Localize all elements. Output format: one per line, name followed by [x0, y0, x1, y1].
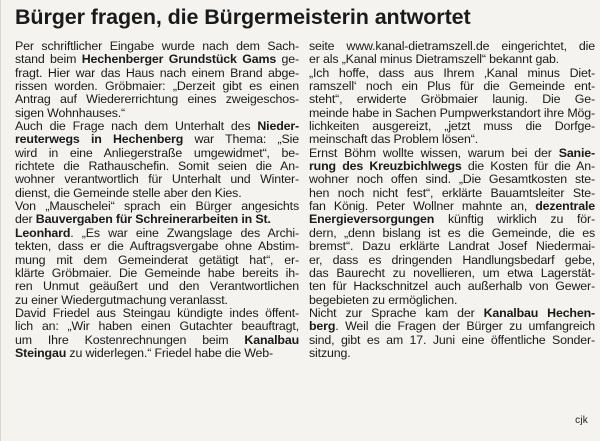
article-line [15, 160, 299, 173]
text-segment: ramszell‘ noch ein Plus für die Gemeinde ent- [309, 79, 595, 94]
article-line [309, 267, 595, 280]
text-segment: fragt. Hier war das Haus nach einem Brand abge- [15, 65, 299, 80]
bold-keyword: Energieversorgungen [309, 212, 435, 227]
article-line [15, 40, 299, 53]
article-line [15, 213, 299, 226]
text-segment: David Friedel aus Steingau kündigte indes öffent- [15, 305, 299, 320]
article-line [309, 200, 595, 213]
article-line [309, 227, 595, 240]
bold-keyword: Hechenberger Grundstück Gams [81, 52, 277, 67]
article-line [15, 320, 299, 333]
article-line [309, 294, 595, 307]
article-line [309, 254, 595, 267]
article-line [309, 213, 595, 226]
text-segment: die Kosten für die An- [461, 159, 595, 174]
bold-keyword: Leonhard [15, 225, 71, 240]
text-segment: Nicht zur Sprache kam der [309, 305, 484, 320]
article-line [309, 147, 595, 160]
text-segment: . „Es war eine Zwangslage des Archi- [70, 225, 299, 240]
article-line [309, 67, 595, 80]
article-line [15, 200, 299, 213]
article-line [15, 267, 299, 280]
bold-keyword: Nieder- [257, 119, 299, 134]
article-column-left [15, 40, 299, 360]
text-segment: war Thema: „Sie [183, 132, 299, 147]
text-segment: seite www.kanal-dietramszell.de eingerichtet, die [309, 39, 595, 53]
article-line [309, 280, 595, 293]
text-segment: klärte Gröbmaier. Die Gemeinde habe bereits ih- [15, 265, 299, 280]
text-segment: dern, „denn bislang ist es die Gemeinde, die es [309, 225, 595, 240]
article-line [309, 307, 595, 320]
article-line [309, 187, 595, 200]
article-line [309, 53, 595, 66]
article-line [309, 80, 595, 93]
article-line [15, 120, 299, 133]
article-line [15, 133, 299, 146]
text-segment: lichkeiten ausgereizt, „jetzt muss die Dorfge- [309, 119, 595, 134]
text-segment: dienst, die Gemeinde stelle aber den Kies. [15, 185, 242, 200]
article-line [15, 307, 299, 320]
article-line [309, 347, 595, 360]
text-segment: meinde habe in Sachen Pumpwerkstandort ihre Mög- [309, 105, 595, 120]
text-segment: Von „Mauschelei“ sprach ein Bürger angesichts [15, 199, 299, 214]
text-segment: Antrag auf Wiedererrichtung eines zweigeschos- [15, 92, 299, 107]
article-line [15, 80, 299, 93]
text-segment: wird in eine Anliegerstraße umgewidmet“, be- [15, 145, 299, 160]
bold-keyword: Kanalbau Hechen- [483, 305, 595, 320]
text-segment: ten für Hackschnitzel auch außerhalb von Gewer- [309, 279, 595, 294]
text-segment: ge- [276, 52, 299, 67]
author-signature: cjk [575, 415, 588, 426]
article-line [15, 53, 299, 66]
text-segment: Per schriftlicher Eingabe wurde nach dem Sach- [15, 39, 299, 53]
article-line [15, 147, 299, 160]
text-segment: zu widerlegen.“ Friedel habe die Web- [66, 345, 274, 360]
article-line [15, 93, 299, 106]
text-segment: Ernst Böhm wollte wissen, warum bei der [309, 145, 559, 160]
text-segment: stand beim [15, 52, 82, 67]
bold-keyword: rung des Kreuzbichlwegs [309, 159, 462, 174]
text-segment: meinschaft das Problem lösen“. [309, 132, 479, 147]
article-line [309, 133, 595, 146]
text-segment: Auch die Frage nach dem Unterhalt des [15, 119, 258, 134]
text-segment: mung mit dem Gemeinderat getätigt hat“, er- [15, 252, 299, 267]
article-line [309, 320, 595, 333]
text-segment: zu einer Wiedergutmachung veranlasst. [15, 292, 228, 307]
text-segment: sitzung. [309, 345, 351, 360]
text-segment: sigen Wohnhauses.“ [15, 105, 126, 120]
text-segment: hen noch nicht fest“, erklärte Bauamtsleiter Ste- [309, 185, 595, 200]
text-segment: der [15, 212, 36, 227]
text-segment: tekten, dass er die Auftragsvergabe ohne Abstim- [15, 239, 299, 254]
text-segment: steht“, erwiderte Gröbmaier launig. Die Ge- [309, 92, 595, 107]
article-line [15, 280, 299, 293]
article-line [309, 334, 595, 347]
article-line [309, 40, 595, 53]
article-line [15, 227, 299, 240]
article-line [309, 120, 595, 133]
article-line [15, 334, 299, 347]
article-line [309, 93, 595, 106]
text-segment: das Baurecht zu novellieren, um etwa Lagerstät- [309, 265, 595, 280]
bold-keyword: dezentrale [535, 199, 595, 214]
article-line [15, 347, 299, 360]
text-segment: lich an: „Wir haben einen Gutachter beauftragt, [15, 319, 299, 334]
article-line [309, 107, 595, 120]
article-line [309, 240, 595, 253]
article-line [15, 187, 299, 200]
text-segment: begebieten zu ermöglichen. [309, 292, 458, 307]
text-segment: wohner verantwortlich für Unterhalt und Winter- [15, 172, 299, 187]
text-segment: . Weil die Fragen der Bürger zu umfangreich [335, 319, 595, 334]
article-line [15, 173, 299, 186]
text-segment: bremst“. Dazu erklärte Landrat Josef Niedermai- [309, 239, 595, 254]
article-column-right [309, 40, 595, 360]
text-segment: er als „Kanal minus Dietramszell“ bekannt gab. [309, 52, 559, 67]
bold-keyword: reuterwegs in Hechenberg [15, 132, 184, 147]
text-segment: um Ihre Kostenrechnungen beim [15, 332, 245, 347]
article-line [15, 107, 299, 120]
bold-keyword: berg [309, 319, 336, 334]
article-line [309, 160, 595, 173]
text-segment: ren Unmut geäußert und den Verantwortlichen [15, 279, 299, 294]
bold-keyword: Steingau [15, 345, 67, 360]
text-segment: richtete die Rathauschefin. Somit seien die An- [15, 159, 299, 174]
text-segment: „Ich hoffe, dass aus Ihrem ‚Kanal minus Diet- [309, 65, 595, 80]
text-segment: sind, gibt es am 17. Juni eine öffentliche Sonder- [309, 332, 595, 347]
article-line [15, 294, 299, 307]
text-segment: wohner noch offen sind. „Die Gesamtkosten ste- [309, 172, 595, 187]
bold-keyword: Kanalbau [244, 332, 299, 347]
article-line [15, 67, 299, 80]
article-line [15, 254, 299, 267]
article-line [309, 173, 595, 186]
text-segment: fan König. Peter Wollner mahnte an, [309, 199, 536, 214]
bold-keyword: Sanie- [558, 145, 595, 160]
text-segment: er, dass es dringenden Handlungsbedarf gebe, [309, 252, 595, 267]
bold-keyword: Bauvergaben für Schreinerarbeiten in St. [35, 212, 271, 227]
text-segment: künftig wirklich zu för- [434, 212, 595, 227]
article-line [15, 240, 299, 253]
article-headline: Bürger fragen, die Bürgermeisterin antwortet [15, 5, 471, 29]
text-segment: rissen worden. Gröbmaier: „Derzeit gibt es einen [15, 79, 299, 94]
